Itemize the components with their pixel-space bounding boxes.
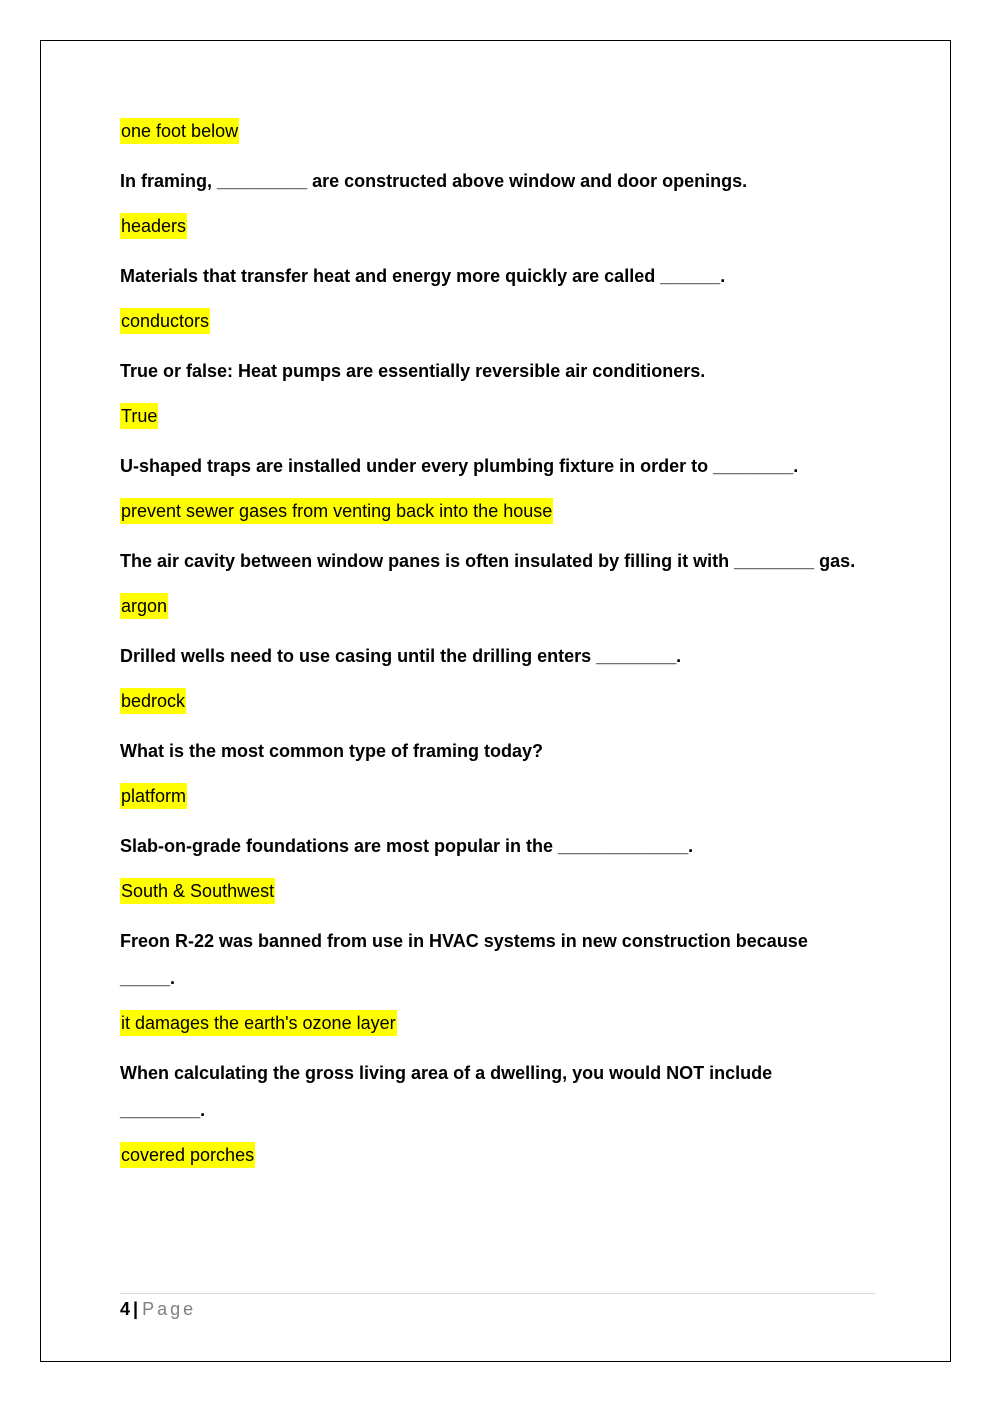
- answer-4: [120, 403, 860, 429]
- answer-11: [120, 1142, 860, 1168]
- answer-text: covered porches: [120, 1142, 255, 1168]
- answer-text: conductors: [120, 308, 210, 334]
- question-5: The air cavity between window panes is often insulated by filling it with ________ gas.: [120, 551, 856, 571]
- answer-3: [120, 308, 860, 334]
- answer-text: argon: [120, 593, 168, 619]
- question-3: True or false: Heat pumps are essentially reversible air conditioners.: [120, 361, 706, 381]
- question-6: Drilled wells need to use casing until the drilling enters ________.: [120, 646, 682, 666]
- answer-10: [120, 1010, 860, 1036]
- answer-1: [120, 118, 860, 144]
- answer-text: bedrock: [120, 688, 186, 714]
- question-1: In framing, _________ are constructed above window and door openings.: [120, 171, 748, 191]
- answer-text: it damages the earth's ozone layer: [120, 1010, 397, 1036]
- answer-text: one foot below: [120, 118, 239, 144]
- question-9: Freon R-22 was banned from use in HVAC systems in new construction because _____.: [120, 931, 808, 988]
- answer-text: platform: [120, 783, 187, 809]
- answer-text: headers: [120, 213, 187, 239]
- page-number: 4: [120, 1299, 131, 1319]
- footer-separator: |: [133, 1299, 139, 1319]
- footer-divider: [120, 1293, 875, 1294]
- answer-6: [120, 593, 860, 619]
- answer-text: South & Southwest: [120, 878, 275, 904]
- page-footer: [120, 1297, 196, 1321]
- question-2: Materials that transfer heat and energy more quickly are called ______.: [120, 266, 726, 286]
- document-body: [120, 118, 860, 1192]
- answer-text: prevent sewer gases from venting back into the house: [120, 498, 553, 524]
- question-10: When calculating the gross living area of a dwelling, you would NOT include ________.: [120, 1063, 773, 1120]
- answer-5: [120, 498, 860, 524]
- answer-9: [120, 878, 860, 904]
- question-4: U-shaped traps are installed under every plumbing fixture in order to ________.: [120, 456, 799, 476]
- question-7: What is the most common type of framing today?: [120, 741, 544, 761]
- answer-8: [120, 783, 860, 809]
- page-label: Page: [142, 1299, 197, 1319]
- answer-text: True: [120, 403, 158, 429]
- answer-7: [120, 688, 860, 714]
- question-8: Slab-on-grade foundations are most popular in the _____________.: [120, 836, 694, 856]
- answer-2: [120, 213, 860, 239]
